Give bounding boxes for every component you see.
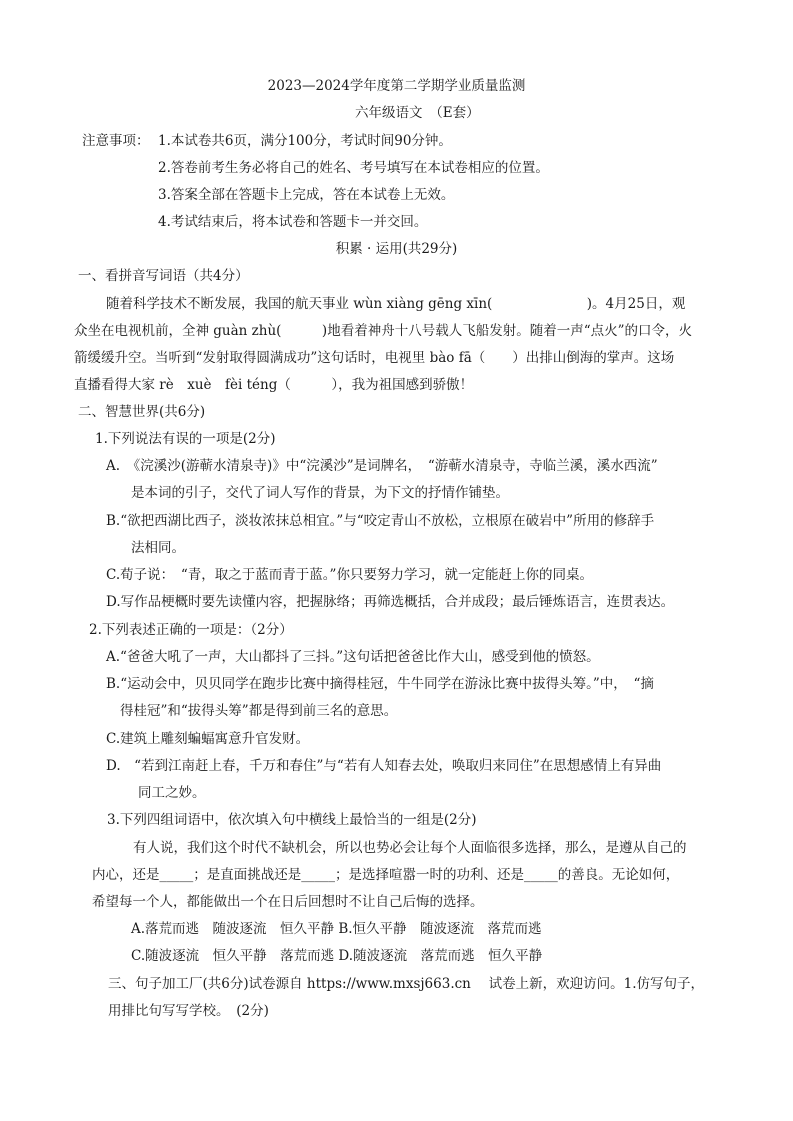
question-2-option: B.“运动会中，贝贝同学在跑步比赛中摘得桂冠，牛牛同学在游泳比赛中拔得头筹。”中， “摘 [106,676,654,692]
question-2-stem: 2.下列表述正确的一项是：（2分） [89,622,293,638]
question-3-passage: 内心，还是_____；是直面挑战还是_____；是选择喧嚣一时的功利、还是_____的善良。无论如何， [92,867,680,883]
question-1-option: D.写作品梗概时要先读懂内容，把握脉络；再筛选概括，合并成段；最后锤炼语言，连贯表达。 [106,594,675,610]
section-1-line: 随着科学技术不断发展，我国的航天事业 wùn xiàng gēng xīn( )。4月25日，观 [106,296,686,312]
section-3-line: 用排比句写写学校。 (2分) [108,1003,269,1019]
notice-item: 1.本试卷共6页，满分100分，考试时间90分钟。 [158,133,452,149]
exam-title: 2023—2024学年度第二学期学业质量监测 [267,78,526,94]
notice-label: 注意事项： [82,133,150,149]
question-3-passage: 有人说，我们这个时代不缺机会，所以也势必会让每个人面临很多选择，那么，是遵从自己的 [133,840,687,856]
section-1-line: 众坐在电视机前，全神 guàn zhù( )地看着神舟十八号载人飞船发射。随着一声“点火”的口令，火 [74,323,692,339]
question-3-stem: 3.下列四组词语中，依次填入句中横线上最恰当的一组是(2分) [107,812,477,828]
question-1-option-cont: 是本词的引子，交代了词人写作的背景，为下文的抒情作铺垫。 [131,485,509,501]
question-2-option-cont: 得桂冠”和“拔得头筹”都是得到前三名的意思。 [120,703,398,719]
part-title: 积累 · 运用(共29分) [335,241,458,257]
question-1-stem: 1.下列说法有误的一项是(2分) [95,431,276,447]
question-1-option: B.“欲把西湖比西子，淡妆浓抹总相宜。”与“咬定青山不放松，立根原在破岩中”所用的修辞手 [106,513,655,529]
section-1-line: 直播看得大家 rè xuè fèi téng（ ），我为祖国感到骄傲！ [74,377,474,393]
question-3-options: C.随波逐流 恒久平静 落荒而逃 D.随波逐流 落荒而逃 恒久平静 [131,948,543,964]
section-1-line: 箭缓缓升空。当听到“发射取得圆满成功”这句话时，电视里 bào fā（ ）出排山倒海的掌声。这场 [74,350,675,366]
section-2-title: 二、智慧世界(共6分) [78,404,206,420]
notice-item: 2.答卷前考生务必将自己的姓名、考号填写在本试卷相应的位置。 [158,160,549,176]
question-3-options: A.落荒而逃 随波逐流 恒久平静 B.恒久平静 随波逐流 落荒而逃 [131,921,542,937]
exam-subtitle: 六年级语文 （E套） [355,105,480,121]
notice-item: 3.答案全部在答题卡上完成，答在本试卷上无效。 [158,187,455,203]
question-1-option: C.荀子说： “青，取之于蓝而青于蓝。”你只要努力学习，就一定能赶上你的同桌。 [106,567,593,583]
question-1-option: A. 《浣溪沙(游蕲水清泉寺)》中“浣溪沙”是词牌名， “游蕲水清泉寺，寺临兰溪，溪水西流” [106,458,658,474]
question-1-option-cont: 法相同。 [131,540,185,556]
question-2-option: D. “若到江南赶上春，千万和春住”与“若有人知春去处，唤取归来同住”在思想感情上有异曲 [106,758,662,774]
question-2-option: A.“爸爸大吼了一声，大山都抖了三抖。”这句话把爸爸比作大山，感受到他的愤怒。 [106,649,600,665]
section-3-line: 三、句子加工厂(共6分)试卷源自 https://www.mxsj663.cn 试卷上新，欢迎访问。1.仿写句子， [108,976,705,992]
notice-item: 4.考试结束后，将本试卷和答题卡一并交回。 [158,214,428,230]
question-2-option: C.建筑上雕刻蝙蝠寓意升官发财。 [106,731,310,747]
section-1-title: 一、看拼音写词语（共4分） [78,268,249,284]
question-3-passage: 希望每一个人，都能做出一个在日后回想时不让自己后悔的选择。 [92,894,484,910]
question-2-option-cont: 同工之妙。 [138,785,206,801]
